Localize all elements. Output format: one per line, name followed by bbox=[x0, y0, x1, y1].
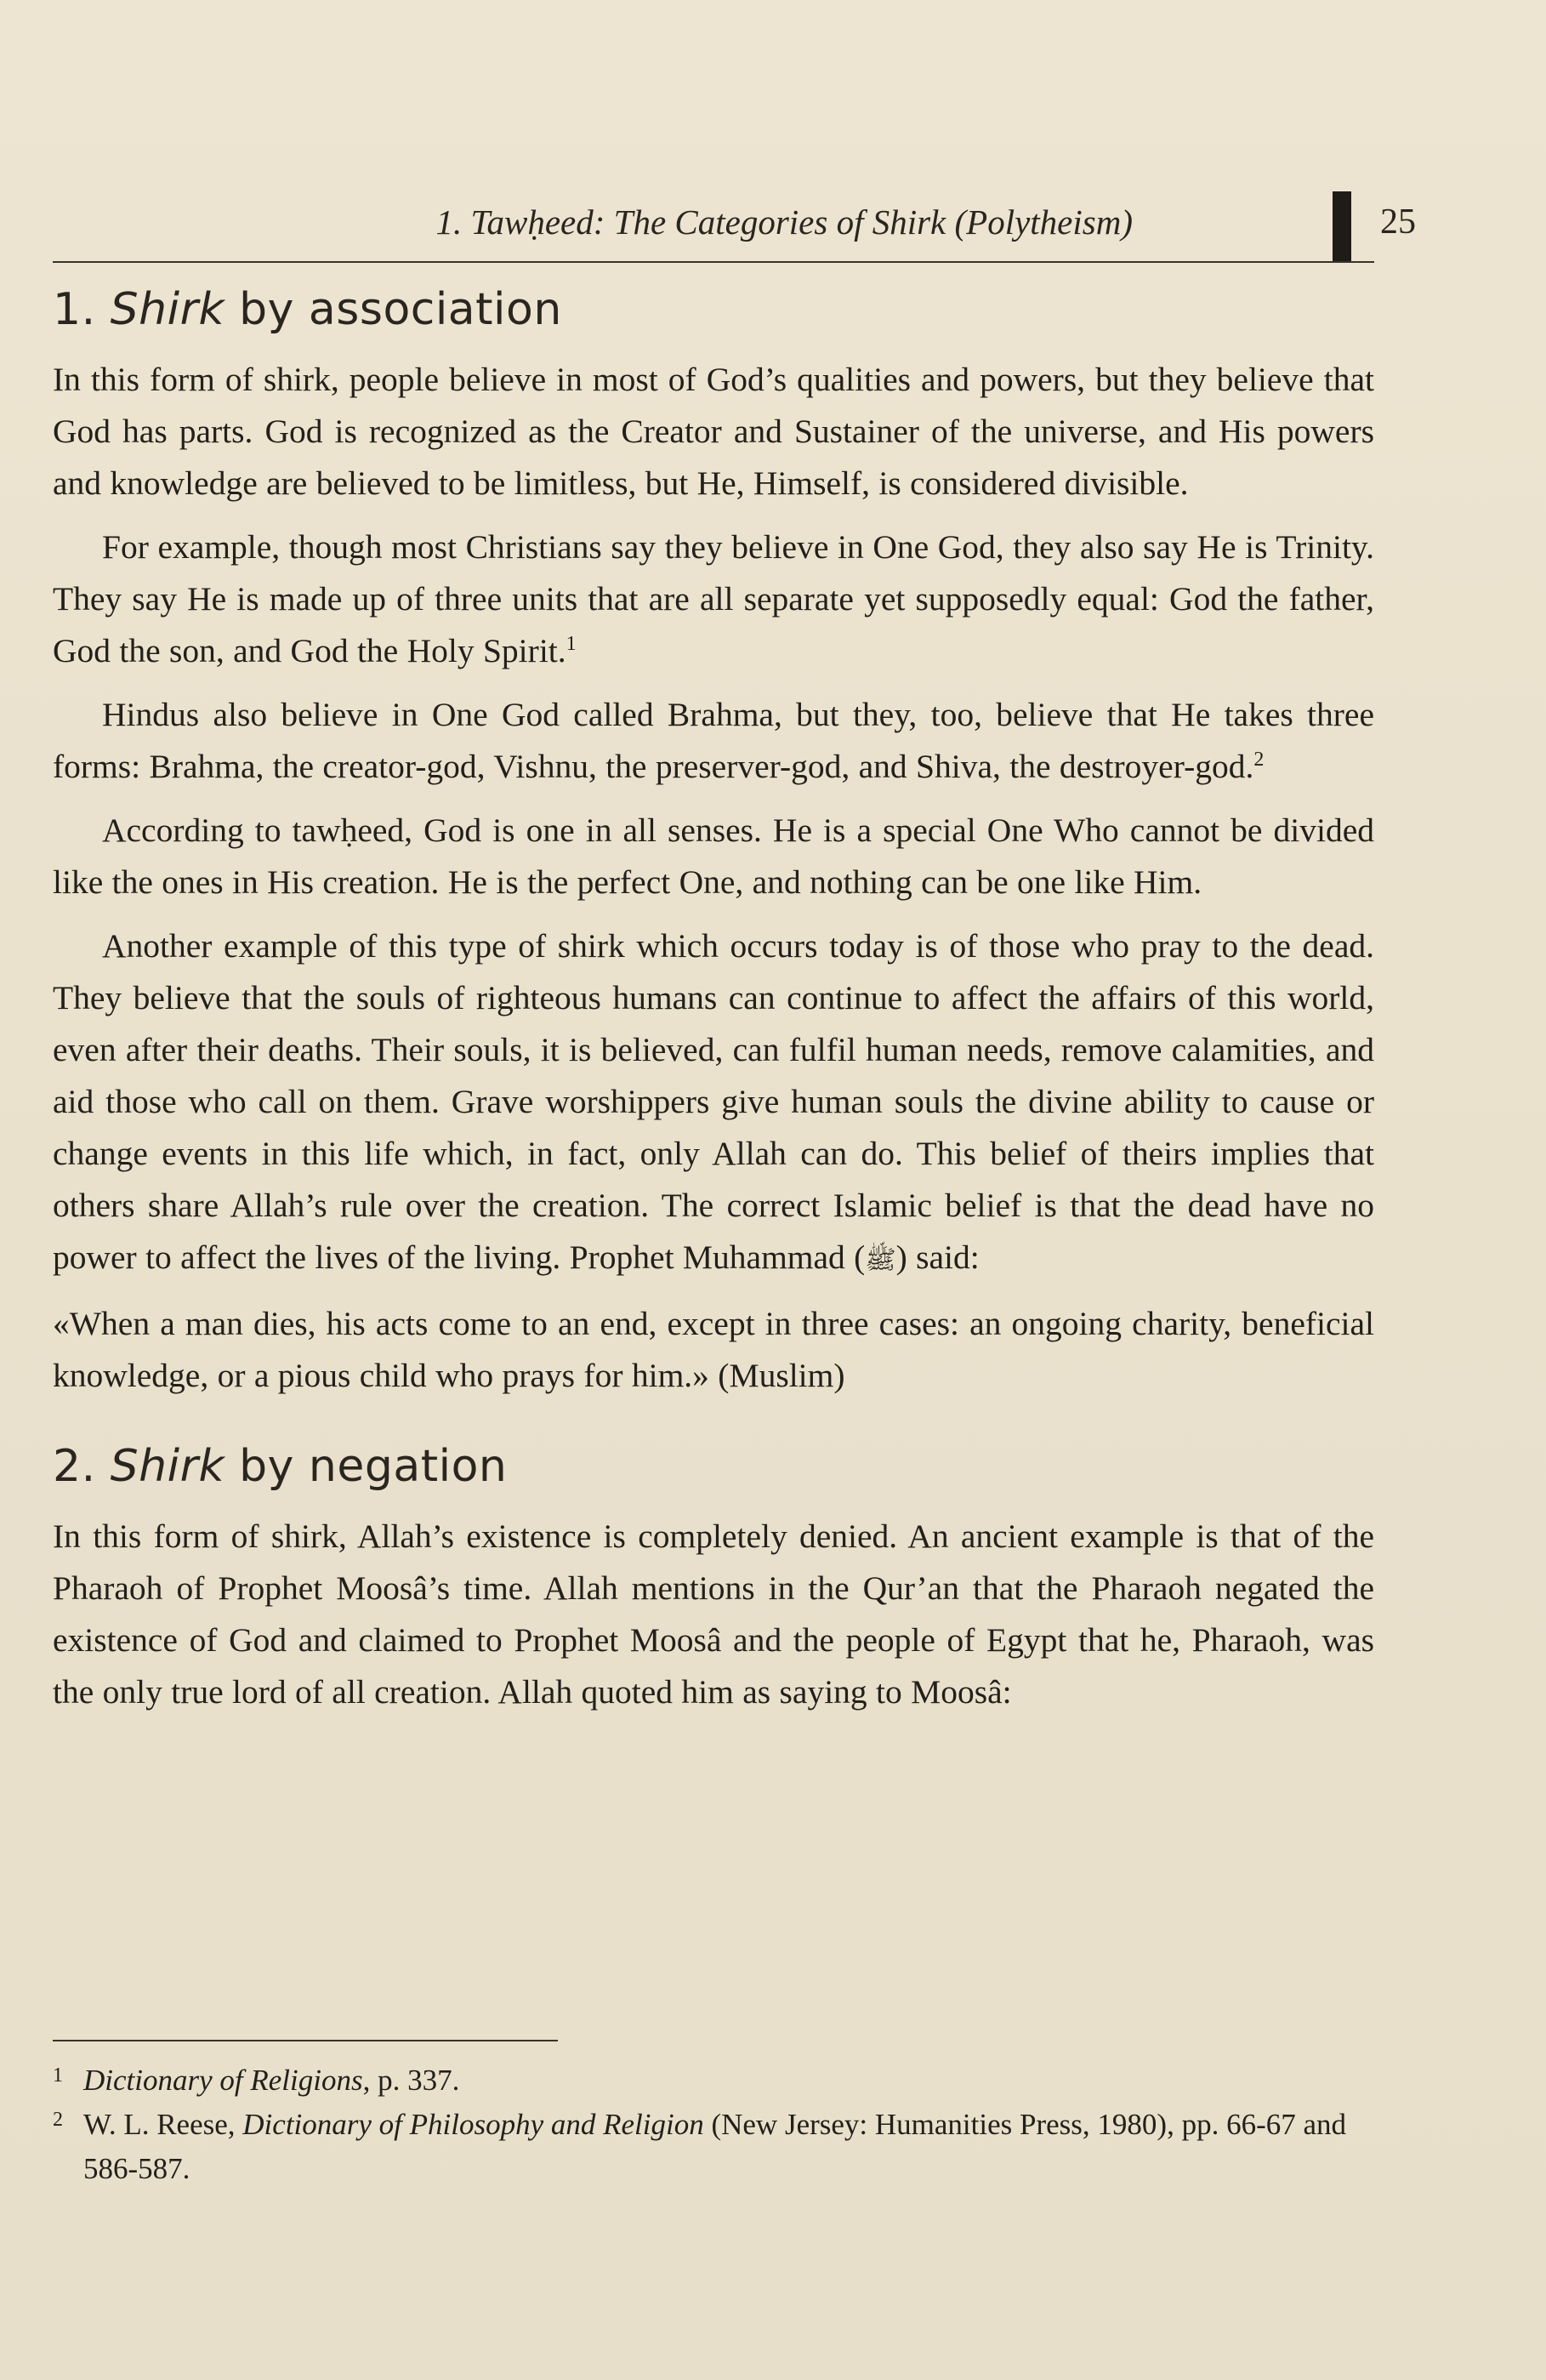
section-title-rest: by negation bbox=[239, 1441, 508, 1492]
footnote-title: Dictionary of Religions bbox=[83, 2064, 363, 2097]
running-head: 1. Tawḥeed: The Categories of Shirk (Polytheism) bbox=[435, 202, 1133, 242]
section-heading-negation bbox=[53, 1427, 1374, 1506]
section-heading-association bbox=[53, 270, 1374, 349]
footnote-2 bbox=[53, 2103, 1374, 2191]
footnote-divider bbox=[53, 2040, 558, 2041]
footnote-text: , p. 337. bbox=[362, 2064, 460, 2097]
section-term: Shirk bbox=[110, 1441, 225, 1492]
footnote-author: W. L. Reese, bbox=[83, 2108, 243, 2141]
paragraph-hindu-example bbox=[53, 689, 1374, 793]
section-number: 2. bbox=[53, 1441, 96, 1492]
paragraph-text: For example, though most Christians say they believe in One God, they also say He is Trinity. They say He is made up of three units that are all separate yet supposedly equal: God the father, God the son, and God the Holy Spirit. bbox=[53, 528, 1374, 669]
section-spacer bbox=[53, 1402, 1374, 1427]
paragraph-text: Hindus also believe in One God called Brahma, but they, too, believe that He takes three forms: Brahma, the creator-god, Vishnu, the preserver-god, and Shiva, the destroyer-god. bbox=[53, 696, 1374, 785]
salutation-symbol: ﷺ bbox=[865, 1245, 896, 1275]
header-bar-decoration bbox=[1333, 191, 1351, 261]
paragraph-negation-definition: In this form of shirk, Allah’s existence is completely denied. An ancient example is that of the Pharaoh of Prophet Moosâ’s time. Allah mentions in the Qur’an that the Pharaoh negated the existence of God and claimed to Prophet Moosâ and the people of Egypt that he, Pharaoh, was the only true lord of all creation. Allah quoted him as saying to Moosâ: bbox=[53, 1517, 1374, 1711]
footnote-ref-1[interactable]: 1 bbox=[566, 633, 577, 655]
footnotes bbox=[53, 2058, 1374, 2191]
paragraph-christian-example bbox=[53, 521, 1374, 677]
paragraph-text-end: ) said: bbox=[895, 1238, 980, 1276]
footnote-ref-2[interactable]: 2 bbox=[1253, 749, 1265, 771]
paragraph-grave-worship bbox=[53, 920, 1374, 1286]
section-title-rest: by association bbox=[239, 284, 562, 335]
paragraph-text: Another example of this type of shirk which occurs today is of those who pray to the dead. They believe that the souls of righteous humans can continue to affect the affairs of this world, even after their deaths. Their souls, it is believed, can fulfil human needs, remove calamities, and aid those who call on them. Grave worshippers give human souls the divine ability to cause or change events in this life which, in fact, only Allah can do. This belief of theirs implies that others share Allah’s rule over the creation. The correct Islamic belief is that the dead have no power to affect the lives of the living. Prophet Muhammad ( bbox=[53, 927, 1374, 1276]
hadith-quote: «When a man dies, his acts come to an end, except in three cases: an ongoing charity, beneficial knowledge, or a pious child who prays for him.» (Muslim) bbox=[53, 1305, 1374, 1394]
section-term: Shirk bbox=[110, 284, 225, 335]
page-header bbox=[53, 191, 1416, 263]
footnote-title: Dictionary of Philosophy and Religion bbox=[242, 2108, 704, 2141]
page-body bbox=[53, 270, 1374, 1718]
footnote-mark: 1 bbox=[53, 2064, 63, 2087]
section-number: 1. bbox=[53, 284, 96, 335]
footnote-mark: 2 bbox=[53, 2109, 63, 2131]
footnote-1 bbox=[53, 2058, 1374, 2103]
page-number: 25 bbox=[1380, 202, 1416, 242]
paragraph-association-definition: In this form of shirk, people believe in most of God’s qualities and powers, but they believe that God has parts. God is recognized as the Creator and Sustainer of the universe, and His powers and knowledge are believed to be limitless, but He, Himself, is considered divisible. bbox=[53, 361, 1374, 502]
paragraph-tawheed: According to tawḥeed, God is one in all senses. He is a special One Who cannot be divided like the ones in His creation. He is the perfect One, and nothing can be one like Him. bbox=[53, 811, 1374, 901]
footnote-text: (New Jersey: Humanities Press, 1980), pp. 66-67 and 586-587. bbox=[83, 2108, 1347, 2185]
